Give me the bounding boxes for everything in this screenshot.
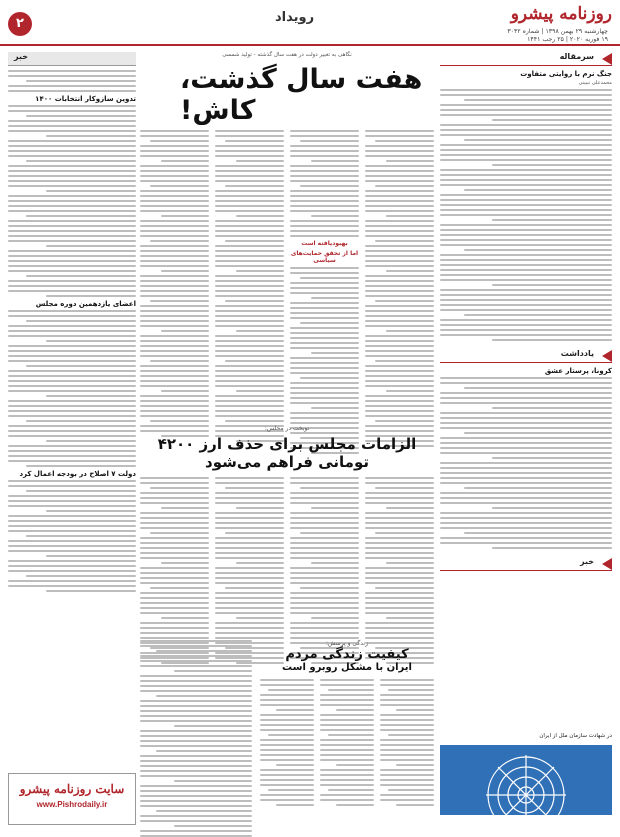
left-item-2-headline: اعضای یازدهمین دوره مجلس [35,300,136,308]
left-item-1-headline: تدوین سازوکار انتخابات ۱۴۰۰ [35,95,136,103]
left-news-box-title [8,52,136,66]
ad-url[interactable]: www.Pishrodaily.ir [36,800,108,809]
main-inline-subhead-2: اما از تحقق حمایت‌های سیاسی [290,250,359,264]
website-ad[interactable] [8,773,136,825]
note-headline: کرونا، پرستار عشق [544,367,612,375]
masthead [0,0,620,46]
story2-kicker: نوبخت در مجلس: [264,425,310,432]
story-quality-of-life [260,640,434,806]
ad-title: سایت روزنامه پیشرو [19,782,125,796]
news-title: خبر [579,557,594,566]
editorial-headline: جنگ نرم با روایتی متفاوت [520,70,612,78]
left-news-intro [8,70,136,92]
story3-headline-1: کیفیت زندگی مردم [285,647,409,662]
news-box-title [440,557,612,571]
left-item-3-body [8,480,136,592]
date-line-1: چهارشنبه ۲۹ بهمن ۱۳۹۸ | شماره ۳۰۴۲ [507,28,608,35]
date-line-2: ۱۹ فوریه ۲۰۲۰ | ۲۵ رجب ۱۴۴۱ [527,36,608,43]
main-headline: هفت سال گذشت، کاش! [180,64,423,126]
left-column [8,52,136,592]
left-item-3-headline: دولت ۷ اصلاح در بودجه اعمال کرد [19,470,136,478]
editorial-box-title [440,52,612,66]
note-body [440,377,612,549]
un-emblem-icon [440,745,612,815]
editorial-title: سرمقاله [559,52,594,61]
main-col-2 [290,130,359,470]
main-inline-subhead-1: بهبودیافته است [301,240,348,247]
main-col-3 [215,130,284,470]
main-story-body [140,130,434,470]
un-emblem-photo [440,745,612,815]
left-item-2-body [8,310,136,467]
arrow-icon [602,53,612,65]
note-box-title [440,349,612,363]
main-col-1 [365,130,434,470]
story2-headline: الزامات مجلس برای حذف ارز ۴۲۰۰ تومانی فراهم می‌شود [157,435,417,471]
left-news-title: خبر [14,52,29,61]
story-bottom-left [140,640,252,837]
photo-caption: در شهادت سازمان ملل از ایران [539,733,612,739]
editorial-body [440,89,612,341]
note-title: یادداشت [560,349,594,358]
page-number: ۲ [8,12,32,36]
arrow-icon [602,350,612,362]
arrow-icon [602,558,612,570]
story3-headline-2: ایران با مشکل روبرو است [282,662,412,673]
editorial-byline: محمدعلی تبیینی [578,80,612,86]
right-column [440,52,612,575]
story3-kicker: زندگی و پرسش: [326,640,368,647]
main-story [140,52,434,470]
left-item-1-body [8,105,136,297]
logo-text: روزنامه پیشرو [510,4,612,24]
story3-body [260,679,434,806]
main-col-4 [140,130,209,470]
main-kicker: نگاهی به تغییر دولت در هفت سال گذشته - تولید شمسی [222,52,352,58]
section-title: رویداد [275,10,315,25]
newspaper-logo [462,4,612,26]
date-line [507,28,608,44]
